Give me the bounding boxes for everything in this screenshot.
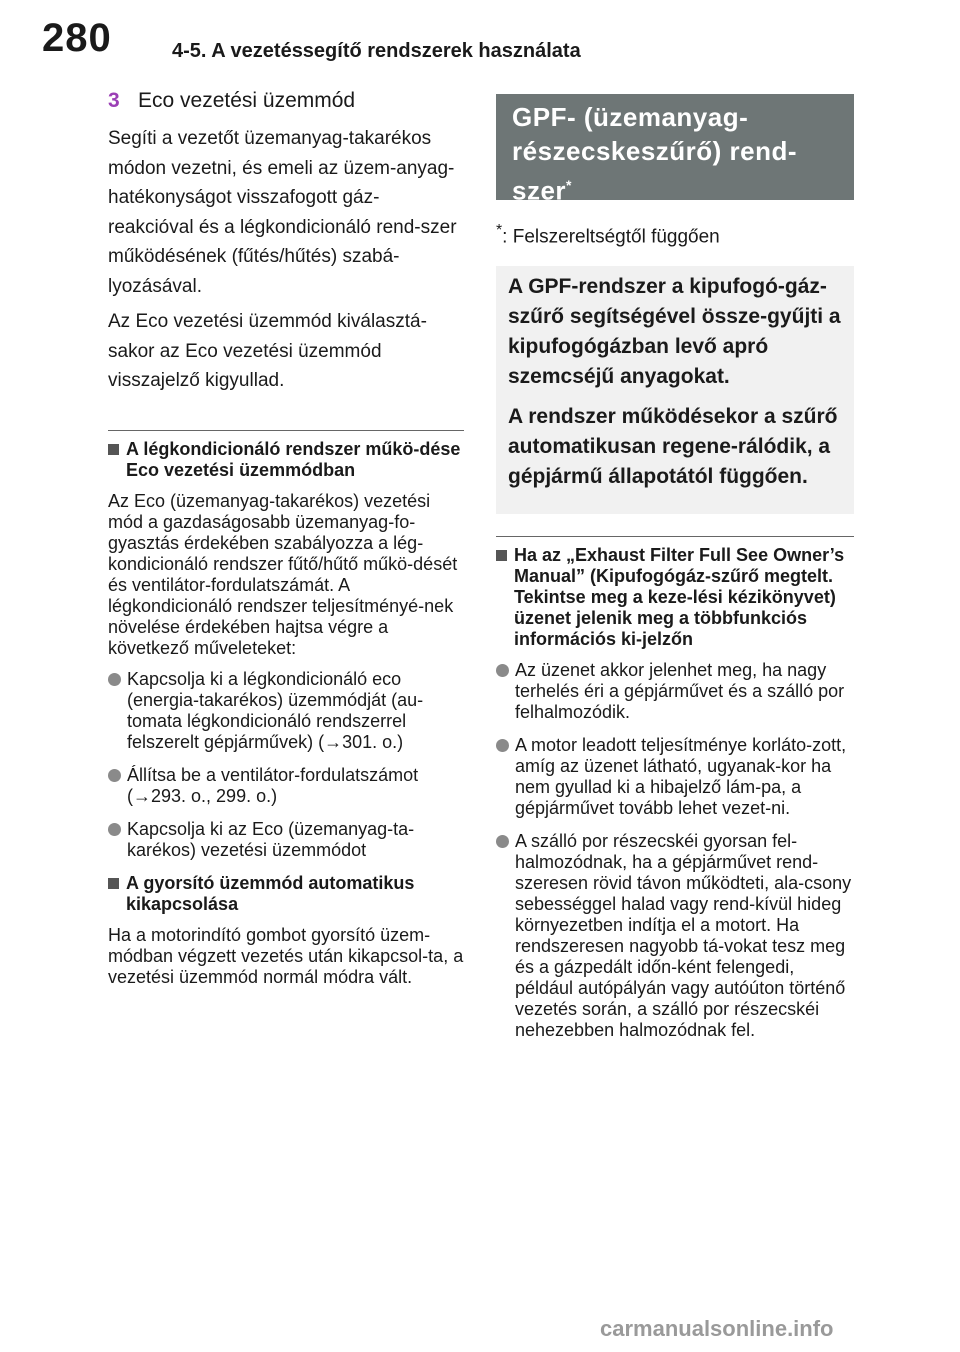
exhaust-section-heading xyxy=(496,545,854,650)
list-item-text: Az üzenet akkor jelenhet meg, ha nagy terhelés éri a gépjárművet és a szálló por felhalmozódik. xyxy=(515,660,845,723)
footnote-marker: * xyxy=(566,177,572,193)
list-item xyxy=(496,831,854,1041)
gpf-title-box xyxy=(496,94,854,206)
eco-indicator-note: Az Eco vezetési üzemmód kiválasztá-sakor az Eco vezetési üzemmód visszajelző kigyullad. xyxy=(108,311,427,391)
right-column xyxy=(496,94,854,1053)
circle-bullet-icon xyxy=(496,664,509,677)
footnote xyxy=(496,222,854,248)
footnote-marker: * xyxy=(496,222,503,239)
gpf-title-line: részecskeszűrő) rend- xyxy=(512,136,798,166)
page-header xyxy=(0,0,960,80)
list-item-text: Állítsa be a ventilátor-fordulatszámot (→293. o., 299. o.) xyxy=(127,764,419,806)
gpf-title-line: GPF- (üzemanyag- xyxy=(512,102,749,132)
watermark: carmanualsonline.info xyxy=(600,1316,834,1341)
accel-heading-text: A gyorsító üzemmód automatikus kikapcsolása xyxy=(126,872,415,914)
accel-section-heading xyxy=(108,873,464,915)
gpf-summary-box xyxy=(496,266,854,514)
divider xyxy=(108,430,464,431)
list-item xyxy=(496,660,854,723)
ac-section-text: Az Eco (üzemanyag-takarékos) vezetési mód a gazdaságosabb üzemanyag-fo-gyasztás érdekében szabályozza a lég-kondicionáló rendszer fűtő/hűtő műkö-dését és ventilátor-fordulatszámát. A légkondicionáló rendszer teljesítményé-nek növelése érdekében hajtsa végre a következő műveleteket: xyxy=(108,490,458,658)
square-bullet-icon xyxy=(108,444,119,455)
square-bullet-icon xyxy=(108,878,119,889)
list-item xyxy=(108,669,464,753)
circle-bullet-icon xyxy=(108,823,121,836)
list-item xyxy=(108,765,464,807)
divider xyxy=(496,536,854,537)
list-item-text: A motor leadott teljesítménye korláto-zott, amíg az üzenet látható, ugyanak-kor ha nem gyullad ki a hibajelző lám-pa, a gépjárművet tovább lehet vezet-ni. xyxy=(515,735,847,819)
circle-bullet-icon xyxy=(496,739,509,752)
page-number: 280 xyxy=(42,16,112,60)
section-title: 4-5. A vezetéssegítő rendszerek használata xyxy=(172,40,581,62)
gpf-title-line: szer xyxy=(512,175,567,206)
ac-section-heading xyxy=(108,439,464,481)
square-bullet-icon xyxy=(496,550,507,561)
list-item-text: Kapcsolja ki az Eco (üzemanyag-ta-karékos) vezetési üzemmódot xyxy=(127,818,415,860)
circle-bullet-icon xyxy=(108,769,121,782)
left-column xyxy=(108,86,464,998)
list-item-text: Kapcsolja ki a légkondicionáló eco (energia-takarékos) üzemmódját (au-tomata légkondicionáló rendszerrel felszerelt gépjárművek) (→301. o.) xyxy=(127,668,424,752)
list-item xyxy=(108,819,464,861)
list-item-text: A szálló por részecskéi gyorsan fel-halmozódnak, ha a gépjárművet rend-szeresen rövid távon működteti, ala-csony sebességgel halad vagy rend-kívül hideg környezetben indítja el a motort. Ha rendszeresen nagyobb tá-vokat tesz meg és a gázpedált időn-ként felengedi, például autópályán vagy autóúton történő vezetés során, a szálló por részecskéi nehezebben halmozódnak fel. xyxy=(515,831,852,1041)
circle-bullet-icon xyxy=(496,835,509,848)
list-item xyxy=(496,735,854,819)
ac-heading-text: A légkondicionáló rendszer műkö-dése Eco vezetési üzemmódban xyxy=(126,438,461,480)
step-heading xyxy=(108,86,464,116)
exhaust-heading-text: Ha az „Exhaust Filter Full See Owner’s Manual” (Kipufogógáz-szűrő megtelt. Tekintse meg a keze-lési kézikönyvet) üzenet jelenik meg a többfunkciós információs ki-jelzőn xyxy=(514,545,845,650)
eco-description: Segíti a vezetőt üzemanyag-takarékos módon vezetni, és emeli az üzem-anyag-hatékonyságot visszafogott gáz-reakcióval és a légkondicionáló rend-szer működésének (fűtés/hűtés) szabá-lyozásával. xyxy=(108,128,457,297)
step-title: Eco vezetési üzemmód xyxy=(138,89,356,112)
circle-bullet-icon xyxy=(108,673,121,686)
accel-section-text: Ha a motorindító gombot gyorsító üzem-módban végzett vezetés után kikapcsol-ta, a vezetési üzemmód normál módra vált. xyxy=(108,924,464,987)
summary-paragraph: A GPF-rendszer a kipufogó-gáz-szűrő segítségével össze-gyűjti a kipufogógázban levő apró szemcséjű anyagokat. xyxy=(508,275,841,389)
summary-paragraph: A rendszer működésekor a szűrő automatikusan regene-rálódik, a gépjármű állapotától függően. xyxy=(508,405,838,489)
step-number: 3 xyxy=(108,89,120,112)
footnote-text: : Felszereltségtől függően xyxy=(502,226,720,248)
